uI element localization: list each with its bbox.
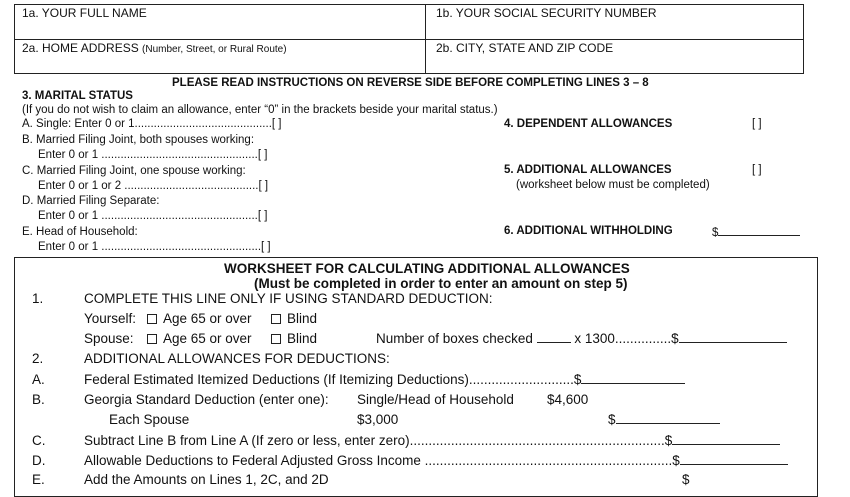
ws-line1-num: 1. — [32, 291, 44, 306]
instructions-heading: PLEASE READ INSTRUCTIONS ON REVERSE SIDE BEFORE COMPLETING LINES 3 – 8 — [172, 77, 649, 89]
ws-lineE-text: Add the Amounts on Lines 1, 2C, and 2D — [84, 472, 329, 487]
ws-lineA-row — [84, 372, 685, 387]
ws-lineD-letter: D. — [32, 453, 46, 468]
ws-lineA-blank[interactable] — [581, 372, 685, 384]
marital-hoh-entry[interactable]: Enter 0 or 1 ..................................................[ ] — [38, 241, 271, 253]
city-state-zip-field[interactable] — [436, 41, 796, 72]
additional-allowances-note: (worksheet below must be completed) — [516, 179, 710, 191]
city-state-zip-label: 2b. CITY, STATE AND ZIP CODE — [436, 41, 614, 55]
marital-joint-both-entry[interactable]: Enter 0 or 1 .................................................[ ] — [38, 149, 268, 161]
ws-lineE-dollar: $ — [682, 472, 690, 487]
ssn-field[interactable] — [436, 6, 796, 38]
ws-lineB-amount-row — [608, 412, 720, 427]
ws-line1-text: COMPLETE THIS LINE ONLY IF USING STANDARD DEDUCTION: — [84, 291, 493, 306]
ws-lineB-dollar: $ — [608, 412, 616, 427]
ws-lineB-blank[interactable] — [616, 412, 720, 424]
yourself-blind-label: Blind — [287, 311, 318, 326]
marital-status-note: (If you do not wish to claim an allowance, enter “0” in the brackets beside your marital status.) — [22, 104, 498, 116]
ssn-label: 1b. YOUR SOCIAL SECURITY NUMBER — [436, 6, 657, 20]
ws-each-spouse-amount: $3,000 — [357, 412, 399, 427]
ws-lineD-text: Allowable Deductions to Federal Adjusted Gross Income ..................................................................$ — [84, 453, 680, 468]
marital-status-title: 3. MARITAL STATUS — [22, 90, 133, 102]
spouse-label: Spouse: — [84, 331, 134, 346]
additional-withholding-label: 6. ADDITIONAL WITHHOLDING — [504, 225, 673, 237]
marital-separate-label: D. Married Filing Separate: — [22, 195, 160, 207]
spouse-age-checkbox[interactable] — [147, 334, 157, 344]
home-address-field[interactable] — [22, 41, 422, 72]
worksheet-subtitle: (Must be completed in order to enter an amount on step 5) — [254, 276, 628, 291]
ws-lineA-text: Federal Estimated Itemized Deductions (If Itemizing Deductions)............................$ — [84, 372, 582, 387]
boxes-checked-row — [376, 331, 787, 346]
additional-allowances-label: 5. ADDITIONAL ALLOWANCES — [504, 164, 672, 176]
yourself-age-option[interactable] — [147, 311, 252, 326]
ws-line2-num: 2. — [32, 351, 44, 366]
marital-joint-one-entry[interactable]: Enter 0 or 1 or 2 ..........................................[ ] — [38, 180, 269, 192]
spouse-age-option[interactable] — [147, 331, 252, 346]
spouse-age-label: Age 65 or over — [163, 331, 252, 346]
ws-lineA-letter: A. — [32, 372, 45, 387]
ws-lineC-text: Subtract Line B from Line A (If zero or less, enter zero)....................................................................$ — [84, 433, 673, 448]
yourself-blind-option[interactable] — [271, 311, 317, 326]
full-name-field[interactable] — [22, 6, 422, 38]
yourself-age-checkbox[interactable] — [147, 314, 157, 324]
yourself-age-label: Age 65 or over — [163, 311, 252, 326]
spouse-blind-label: Blind — [287, 331, 318, 346]
home-address-label: 2a. HOME ADDRESS — [22, 41, 139, 55]
top-fields-divider — [14, 39, 804, 40]
withholding-dollar: $ — [712, 227, 719, 239]
withholding-blank[interactable] — [718, 224, 800, 236]
top-fields-vdivider — [425, 4, 426, 74]
marital-joint-both-label: B. Married Filing Joint, both spouses working: — [22, 134, 255, 146]
dependent-allowances-field[interactable]: [ ] — [752, 118, 762, 130]
ws-each-spouse: Each Spouse — [109, 412, 190, 427]
boxes-checked-label: Number of boxes checked — [376, 331, 533, 346]
ws-lineC-row — [84, 433, 780, 448]
ws-line2-text: ADDITIONAL ALLOWANCES FOR DEDUCTIONS: — [84, 351, 390, 366]
ws-lineD-row — [84, 453, 788, 468]
marital-single-line[interactable]: A. Single: Enter 0 or 1...........................................[ ] — [22, 118, 282, 130]
spouse-blind-option[interactable] — [271, 331, 317, 346]
marital-joint-one-label: C. Married Filing Joint, one spouse working: — [22, 165, 246, 177]
spouse-blind-checkbox[interactable] — [271, 334, 281, 344]
ws-lineB-single-amount: $4,600 — [547, 392, 589, 407]
marital-separate-entry[interactable]: Enter 0 or 1 .................................................[ ] — [38, 210, 268, 222]
marital-hoh-label: E. Head of Household: — [22, 226, 138, 238]
full-name-label: 1a. YOUR FULL NAME — [22, 6, 147, 20]
ws-lineB-single: Single/Head of Household — [357, 392, 514, 407]
additional-withholding-field[interactable] — [712, 224, 800, 241]
ws-lineE-letter: E. — [32, 472, 45, 487]
additional-allowances-field[interactable]: [ ] — [752, 164, 762, 176]
ws-lineD-blank[interactable] — [680, 453, 788, 465]
boxes-amount-blank[interactable] — [679, 331, 787, 343]
worksheet-title: WORKSHEET FOR CALCULATING ADDITIONAL ALLOWANCES — [224, 261, 630, 276]
boxes-checked-blank[interactable] — [537, 331, 571, 343]
ws-lineC-blank[interactable] — [672, 433, 780, 445]
dependent-allowances-label: 4. DEPENDENT ALLOWANCES — [504, 118, 673, 130]
ws-lineB-text: Georgia Standard Deduction (enter one): — [84, 392, 329, 407]
boxes-multiplier: x 1300...............$ — [574, 331, 679, 346]
yourself-label: Yourself: — [84, 311, 137, 326]
ws-lineC-letter: C. — [32, 433, 46, 448]
yourself-blind-checkbox[interactable] — [271, 314, 281, 324]
ws-lineB-letter: B. — [32, 392, 45, 407]
home-address-hint: (Number, Street, or Rural Route) — [142, 44, 287, 55]
